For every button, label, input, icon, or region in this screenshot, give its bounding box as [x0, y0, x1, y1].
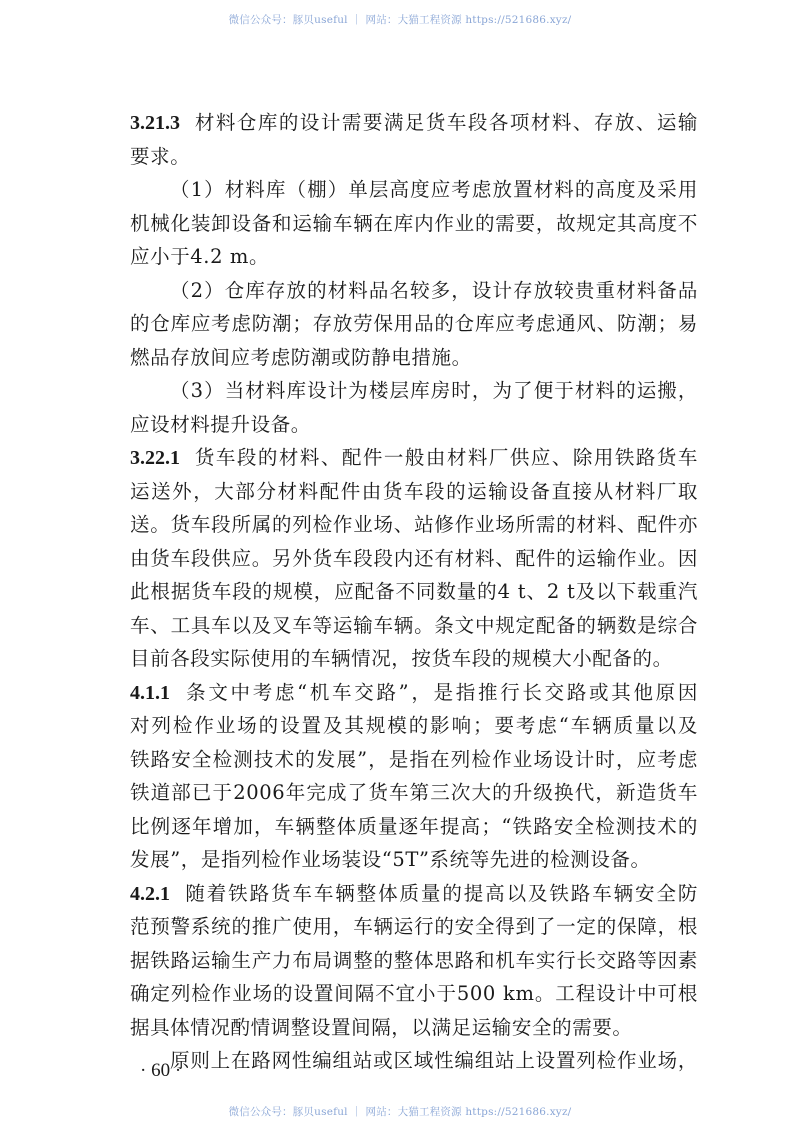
paragraph-line: （2）仓库存放的材料品名较多，设计存放较贵重材料备品 [170, 278, 698, 302]
paragraph-line: 范预警系统的推广使用，车辆运行的安全得到了一定的保障，根 [130, 915, 698, 938]
document-body [130, 106, 698, 1078]
paragraph-line: 应设材料提升设备。 [130, 412, 311, 436]
paragraph-line: 的仓库应考虑防潮；存放劳保用品的仓库应考虑通风、防潮；易 [130, 312, 698, 335]
section-number: 3.22.1 [130, 447, 180, 469]
paragraph-line: 由货车段供应。另外货车段段内还有材料、配件的运输作业。因 [130, 546, 698, 570]
paragraph-line: 机械化装卸设备和运输车辆在库内作业的需要，故规定其高度不 [130, 211, 698, 235]
watermark-bottom: 微信公众号：豚贝useful ｜ 网站：大猫工程资源 https://521686.xyz/ [228, 1106, 572, 1118]
paragraph-line: 此根据货车段的规模，应配备不同数量的4 t、2 t及以下载重汽 [130, 580, 698, 603]
paragraph-line: 据铁路运输生产力布局调整的整体思路和机车实行长交路等因素 [130, 948, 698, 972]
paragraph-line: 发展”，是指列检作业场装设“5T”系统等先进的检测设备。 [130, 848, 651, 871]
paragraph-line: 确定列检作业场的设置间隔不宜小于500 km。工程设计中可根 [130, 982, 698, 1005]
paragraph-line: （3）当材料库设计为楼层库房时，为了便于材料的运搬， [170, 379, 698, 402]
paragraph-line: 3.22.1 货车段的材料、配件一般由材料厂供应、除用铁路货车 [130, 446, 698, 469]
paragraph-line: 对列检作业场的设置及其规模的影响；要考虑“车辆质量以及 [130, 714, 698, 737]
paragraph-line: 送。货车段所属的列检作业场、站修作业场所需的材料、配件亦 [130, 513, 698, 536]
paragraph-line: 3.21.3 材料仓库的设计需要满足货车段各项材料、存放、运输 [130, 111, 698, 134]
paragraph-line: 运送外，大部分材料配件由货车段的运输设备直接从材料厂取 [130, 479, 698, 503]
paragraph-line: 车、工具车以及叉车等运输车辆。条文中规定配备的辆数是综合 [130, 613, 698, 637]
paragraph-line: 4.1.1 条文中考虑“机车交路”，是指推行长交路或其他原因 [130, 680, 698, 704]
section-number: 4.1.1 [130, 681, 170, 704]
paragraph-line: （1）材料库（棚）单层高度应考虑放置材料的高度及采用 [170, 178, 698, 201]
section-number: 4.2.1 [130, 882, 170, 905]
paragraph-line: 4.2.1 随着铁路货车车辆整体质量的提高以及铁路车辆安全防 [130, 881, 698, 905]
paragraph-line: 比例逐年增加，车辆整体质量逐年提高；“铁路安全检测技术的 [130, 814, 698, 838]
paragraph-line: 铁路安全检测技术的发展”，是指在列检作业场设计时，应考虑 [130, 747, 698, 771]
paragraph-line: 据具体情况酌情调整设置间隔，以满足运输安全的需要。 [130, 1015, 633, 1039]
section-number: 3.21.3 [130, 112, 180, 134]
paragraph-line: 铁道部已于2006年完成了货车第三次大的升级换代，新造货车 [130, 781, 698, 804]
watermark-top: 微信公众号：豚贝useful ｜ 网站：大猫工程资源 https://521686.xyz/ [228, 14, 572, 26]
paragraph-line: 应小于4.2 m。 [130, 245, 270, 268]
paragraph-line: 燃品存放间应考虑防潮或防静电措施。 [130, 345, 472, 369]
paragraph-line: 目前各段实际使用的车辆情况，按货车段的规模大小配备的。 [130, 647, 673, 670]
page-number: · 60 · [140, 1060, 182, 1081]
paragraph-line: 原则上在路网性编组站或区域性编组站上设置列检作业场， [170, 1049, 698, 1072]
paragraph-line: 要求。 [130, 144, 191, 168]
